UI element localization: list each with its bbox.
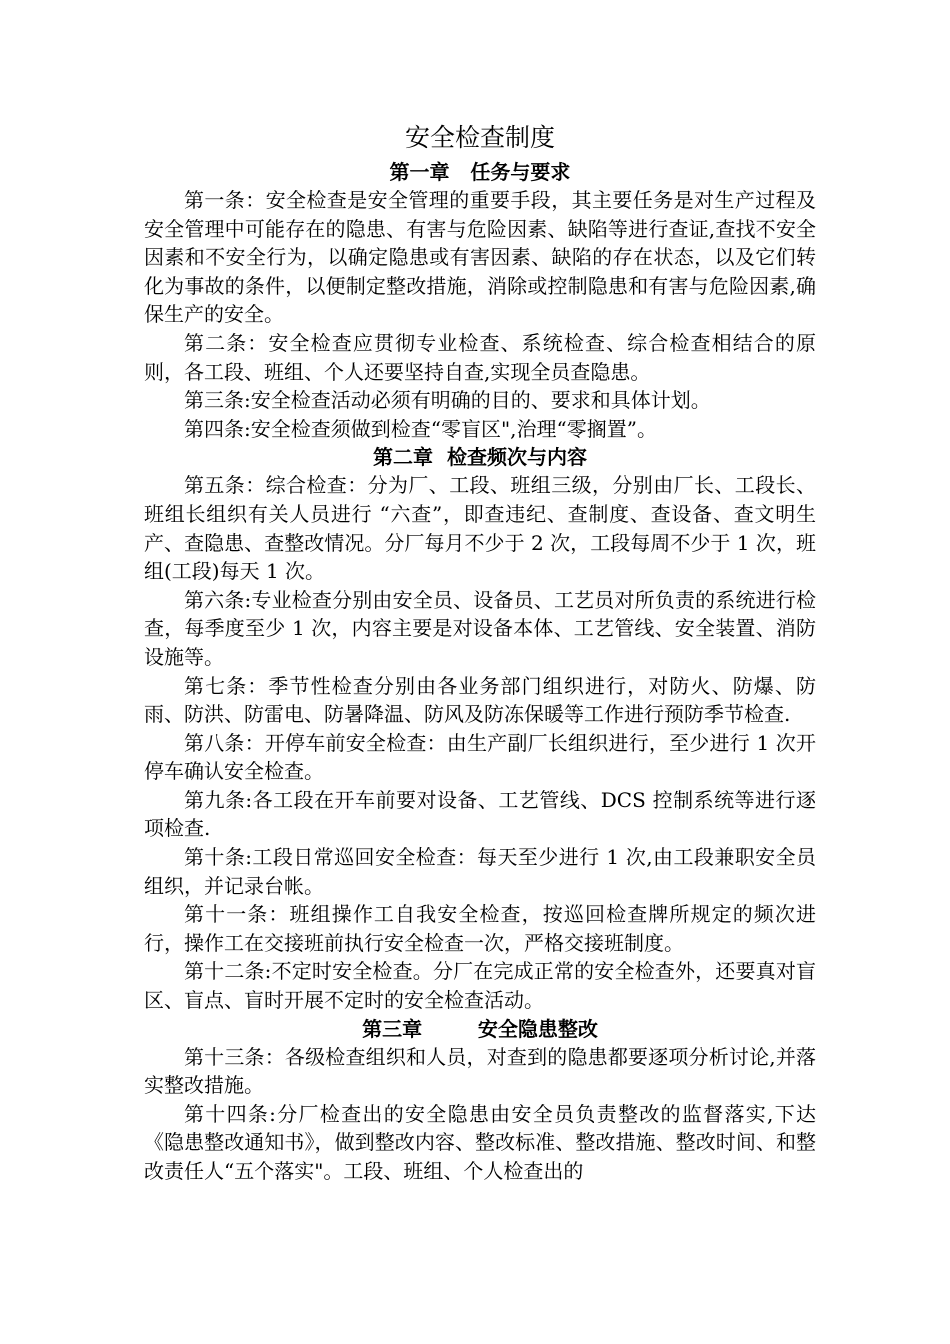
chapter-heading-1: 第一章 任务与要求	[389, 160, 571, 184]
article-4: 第四条:安全检查须做到检查“零盲区",治理“零搁置”。	[184, 416, 657, 441]
article-1: 第一条：安全检查是安全管理的重要手段，其主要任务是对生产过程及安全管理中可能存在的隐患、有害与危险因素、缺陷等进行查证,查找不安全因素和不安全行为，以确定隐患或有害因素、缺陷的存在状态，以及它们转化为事故的条件，以便制定整改措施，消除或控制隐患和有害与危险因素,确保生产的安全。	[144, 188, 816, 327]
article-13: 第十三条：各级检查组织和人员，对查到的隐患都要逐项分析讨论,并落实整改措施。	[144, 1044, 816, 1098]
article-9: 第九条:各工段在开车前要对设备、工艺管线、DCS 控制系统等进行逐项检查.	[144, 787, 816, 841]
article-3: 第三条:安全检查活动必须有明确的目的、要求和具体计划。	[184, 388, 711, 413]
article-5: 第五条：综合检查：分为厂、工段、班组三级，分别由厂长、工段长、班组长组织有关人员进行 “六查”，即查违纪、查制度、查设备、查文明生产、查隐患、查整改情况。分厂每月不少于 2 次，工段每周不少于 1 次，班组(工段)每天 1 次。	[144, 473, 816, 584]
chapter-heading-3: 第三章 安全隐患整改	[362, 1016, 598, 1041]
document-title: 安全检查制度	[404, 123, 555, 152]
article-14: 第十四条:分厂检查出的安全隐患由安全员负责整改的监督落实,下达《隐患整改通知书》，做到整改内容、整改标准、整改措施、整改时间、和整改责任人“五个落实"。工段、班组、个人检查出的	[144, 1101, 816, 1183]
article-12: 第十二条:不定时安全检查。分厂在完成正常的安全检查外，还要真对盲区、盲点、盲时开展不定时的安全检查活动。	[144, 959, 816, 1013]
article-8: 第八条：开停车前安全检查：由生产副厂长组织进行，至少进行 1 次开停车确认安全检查。	[144, 730, 816, 784]
article-2: 第二条：安全检查应贯彻专业检查、系统检查、综合检查相结合的原则，各工段、班组、个人还要坚持自查,实现全员查隐患。	[144, 330, 816, 384]
article-10: 第十条:工段日常巡回安全检查：每天至少进行 1 次,由工段兼职安全员组织，并记录台帐。	[144, 845, 816, 898]
article-7: 第七条：季节性检查分别由各业务部门组织进行，对防火、防爆、防雨、防洪、防雷电、防暑降温、防风及防冻保暖等工作进行预防季节检查.	[144, 673, 816, 727]
chapter-heading-2: 第二章 检查频次与内容	[373, 445, 587, 470]
article-11: 第十一条：班组操作工自我安全检查，按巡回检查牌所规定的频次进行，操作工在交接班前执行安全检查一次，严格交接班制度。	[144, 902, 816, 955]
document-page	[144, 118, 816, 1186]
article-6: 第六条:专业检查分别由安全员、设备员、工艺员对所负责的系统进行检查，每季度至少 1 次，内容主要是对设备本体、工艺管线、安全装置、消防设施等。	[144, 587, 816, 669]
